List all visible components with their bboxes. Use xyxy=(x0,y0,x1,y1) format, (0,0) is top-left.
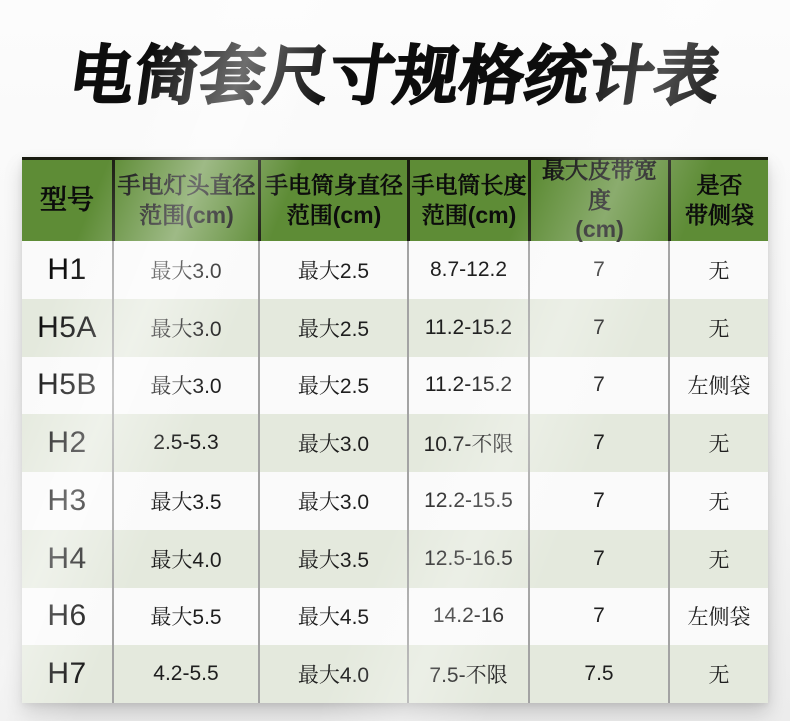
cell-head-diameter: 最大3.0 xyxy=(112,357,258,415)
cell-body-diameter: 最大3.0 xyxy=(258,472,407,530)
cell-head-diameter: 最大3.5 xyxy=(112,472,258,530)
cell-body-diameter: 最大2.5 xyxy=(258,241,407,299)
spec-table xyxy=(22,157,768,703)
cell-length: 14.2-16 xyxy=(407,588,528,646)
table-row xyxy=(22,299,768,357)
cell-length: 11.2-15.2 xyxy=(407,299,528,357)
cell-body-diameter: 最大4.0 xyxy=(258,645,407,703)
column-header-side-pocket xyxy=(668,160,768,241)
cell-belt-width: 7 xyxy=(528,472,668,530)
cell-length: 10.7-不限 xyxy=(407,414,528,472)
cell-belt-width: 7 xyxy=(528,530,668,588)
cell-length: 12.2-15.5 xyxy=(407,472,528,530)
column-header-length xyxy=(407,160,528,241)
cell-length: 11.2-15.2 xyxy=(407,357,528,415)
table-row xyxy=(22,588,768,646)
cell-body-diameter: 最大3.5 xyxy=(258,530,407,588)
cell-belt-width: 7 xyxy=(528,241,668,299)
header-line: 是否 xyxy=(696,171,743,198)
cell-body-diameter: 最大2.5 xyxy=(258,299,407,357)
cell-model: H3 xyxy=(47,483,87,517)
cell-head-diameter: 2.5-5.3 xyxy=(112,414,258,472)
table-row xyxy=(22,645,768,703)
cell-head-diameter: 最大3.0 xyxy=(112,299,258,357)
cell-model: H5A xyxy=(37,310,97,344)
cell-length: 7.5-不限 xyxy=(407,645,528,703)
table-row xyxy=(22,241,768,299)
table-row xyxy=(22,530,768,588)
cell-side-pocket: 左侧袋 xyxy=(668,588,768,646)
column-header-belt-width xyxy=(528,156,668,243)
cell-body-diameter: 最大4.5 xyxy=(258,588,407,646)
cell-length: 8.7-12.2 xyxy=(407,241,528,299)
header-line: 范围(cm) xyxy=(421,201,517,228)
cell-head-diameter: 4.2-5.5 xyxy=(112,645,258,703)
cell-model: H6 xyxy=(47,599,87,633)
header-line: 最大皮带宽度 xyxy=(542,156,657,213)
header-line: 范围(cm) xyxy=(286,201,382,228)
cell-side-pocket: 无 xyxy=(668,530,768,588)
cell-model: H2 xyxy=(47,426,87,460)
cell-side-pocket: 无 xyxy=(668,241,768,299)
table-row xyxy=(22,472,768,530)
page-title: 电筒套尺寸规格统计表 xyxy=(65,40,726,112)
table-header-row xyxy=(22,157,768,241)
table-row xyxy=(22,357,768,415)
cell-head-diameter: 最大5.5 xyxy=(112,588,258,646)
header-line: 手电筒长度 xyxy=(411,171,527,198)
cell-belt-width: 7 xyxy=(528,357,668,415)
cell-head-diameter: 最大4.0 xyxy=(112,530,258,588)
cell-model: H4 xyxy=(47,541,87,575)
cell-length: 12.5-16.5 xyxy=(407,530,528,588)
table-row xyxy=(22,414,768,472)
column-header-model xyxy=(22,160,112,241)
cell-belt-width: 7 xyxy=(528,414,668,472)
cell-side-pocket: 无 xyxy=(668,472,768,530)
cell-head-diameter: 最大3.0 xyxy=(112,241,258,299)
cell-belt-width: 7 xyxy=(528,588,668,646)
cell-side-pocket: 左侧袋 xyxy=(668,357,768,415)
header-line: 型号 xyxy=(40,184,94,215)
header-line: 手电灯头直径 xyxy=(117,171,256,198)
header-line: 带侧袋 xyxy=(685,201,754,228)
cell-side-pocket: 无 xyxy=(668,299,768,357)
header-line: 范围(cm) xyxy=(139,201,234,228)
header-line: 手电筒身直径 xyxy=(265,171,403,198)
cell-side-pocket: 无 xyxy=(668,414,768,472)
cell-side-pocket: 无 xyxy=(668,645,768,703)
cell-belt-width: 7 xyxy=(528,299,668,357)
column-header-head-diameter xyxy=(112,160,258,241)
cell-body-diameter: 最大2.5 xyxy=(258,357,407,415)
cell-model: H7 xyxy=(47,657,87,691)
column-header-body-diameter xyxy=(258,160,407,241)
cell-belt-width: 7.5 xyxy=(528,645,668,703)
header-line: (cm) xyxy=(575,216,624,243)
cell-body-diameter: 最大3.0 xyxy=(258,414,407,472)
cell-model: H5B xyxy=(37,368,97,402)
cell-model: H1 xyxy=(47,252,87,286)
